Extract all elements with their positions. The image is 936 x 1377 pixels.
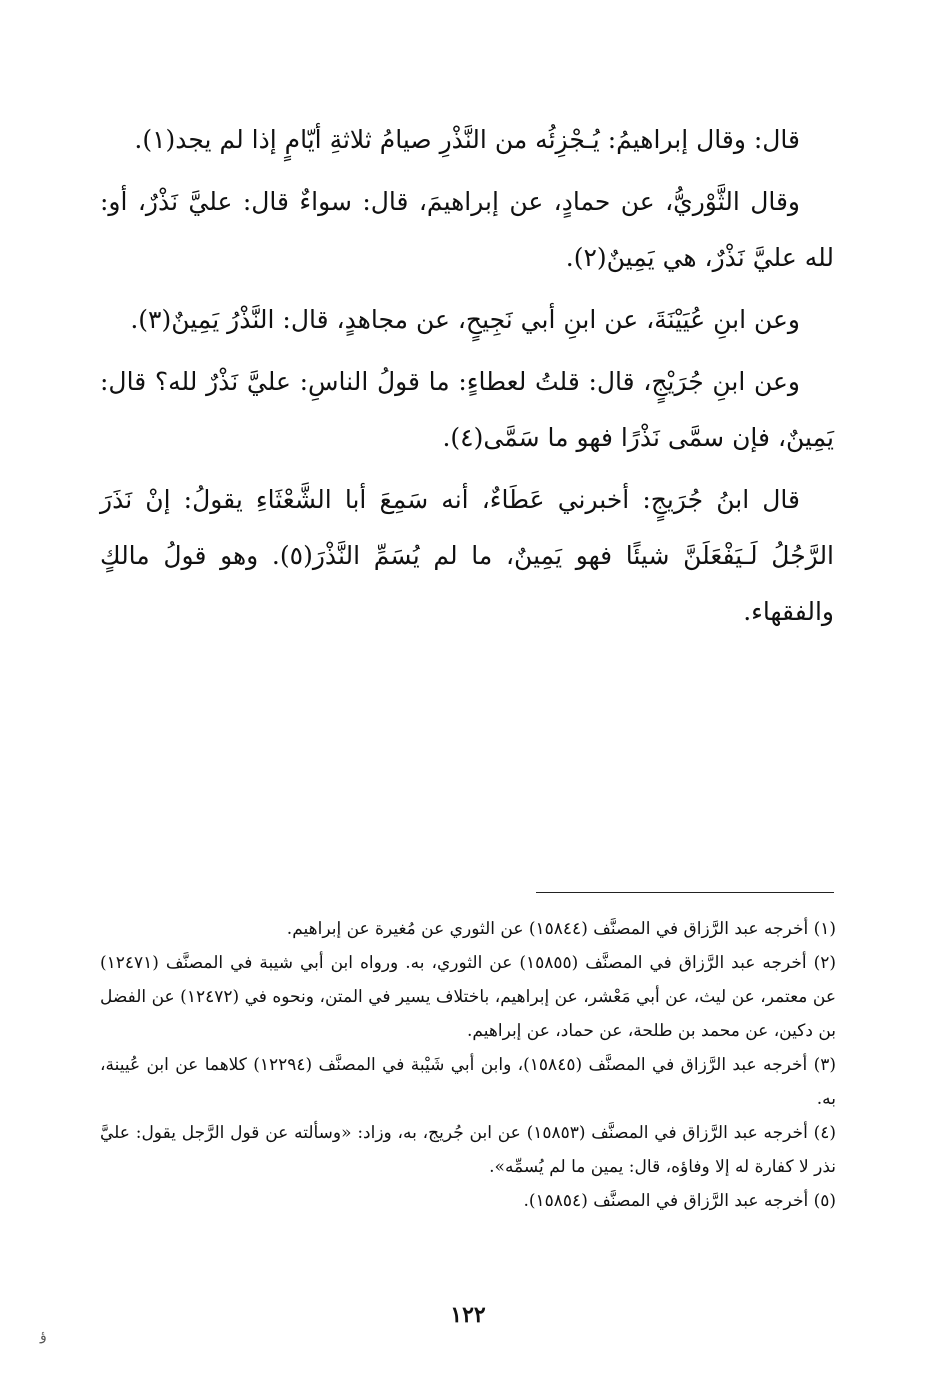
paragraph-5: قال ابنُ جُرَيجٍ: أخبرني عَطَاءٌ، أنه سَمِعَ أبا الشَّعْثَاءِ يقولُ: إنْ نَذَرَ الرَّجُلُ لَـيَفْعَلَنَّ شيئًا فهو يَمِينٌ، ما لم يُسَمِّ النَّذْرَ(٥). وهو قولُ مالكٍ والفقهاء. xyxy=(100,485,835,626)
footnote-3: (٣) أخرجه عبد الرَّزاق في المصنَّف (١٥٨٤٥)، وابن أبي شَيْبة في المصنَّف (١٢٢٩٤) كلاهما عن ابن عُيينة، به. xyxy=(100,1055,836,1109)
corner-mark: ؤ xyxy=(40,1328,47,1344)
footnote-4: (٤) أخرجه عبد الرَّزاق في المصنَّف (١٥٨٥٣) عن ابن جُريج، به، وزاد: «وسألته عن قول الرَّجل يقول: عليَّ نذر لا كفارة له إلا وفاؤه، قال: يمين ما لم يُسمِّه». xyxy=(100,1123,836,1177)
paragraph-1: قال: وقال إبراهيمُ: يُـجْزِئُه من النَّذْرِ صيامُ ثلاثةِ أيّامٍ إذا لم يجد(١). xyxy=(134,125,800,154)
paragraph-3: وعن ابنِ عُيَيْنَةَ، عن ابنِ أبي نَجِيحٍ، عن مجاهدٍ، قال: النَّذْرُ يَمِينٌ(٣). xyxy=(130,305,800,334)
paragraph-4: وعن ابنِ جُرَيْجٍ، قال: قلتُ لعطاءٍ: ما قولُ الناسِ: عليَّ نَذْرٌ لله؟ قال: يَمِينٌ، فإن سمَّى نَذْرًا فهو ما سَمَّى(٤). xyxy=(100,367,834,452)
paragraph-2: وقال الثَّوْريُّ، عن حمادٍ، عن إبراهيمَ، قال: سواءٌ قال: عليَّ نَذْرٌ، أو: لله عليَّ نَذْرٌ، هي يَمِينٌ(٢). xyxy=(100,187,834,272)
page-number: ١٢٢ xyxy=(450,1302,486,1328)
footnotes-block xyxy=(100,912,836,1218)
footnote-1: (١) أخرجه عبد الرَّزاق في المصنَّف (١٥٨٤٤) عن الثوري عن مُغيرة عن إبراهيم. xyxy=(286,919,836,939)
main-text-block xyxy=(100,112,834,646)
footnote-2: (٢) أخرجه عبد الرَّزاق في المصنَّف (١٥٨٥٥) عن الثوري، به. ورواه ابن أبي شيبة في المصنَّف (١٢٤٧١) عن معتمر، عن ليث، عن أبي مَعْشر، عن إبراهيم، باختلاف يسير في المتن، ونحوه في (١٢٤٧٢) عن الفضل بن دكين، عن محمد بن طلحة، عن حماد، عن إبراهيم. xyxy=(100,953,836,1041)
footnote-5: (٥) أخرجه عبد الرَّزاق في المصنَّف (١٥٨٥٤). xyxy=(523,1191,836,1211)
footnote-separator xyxy=(536,892,834,893)
